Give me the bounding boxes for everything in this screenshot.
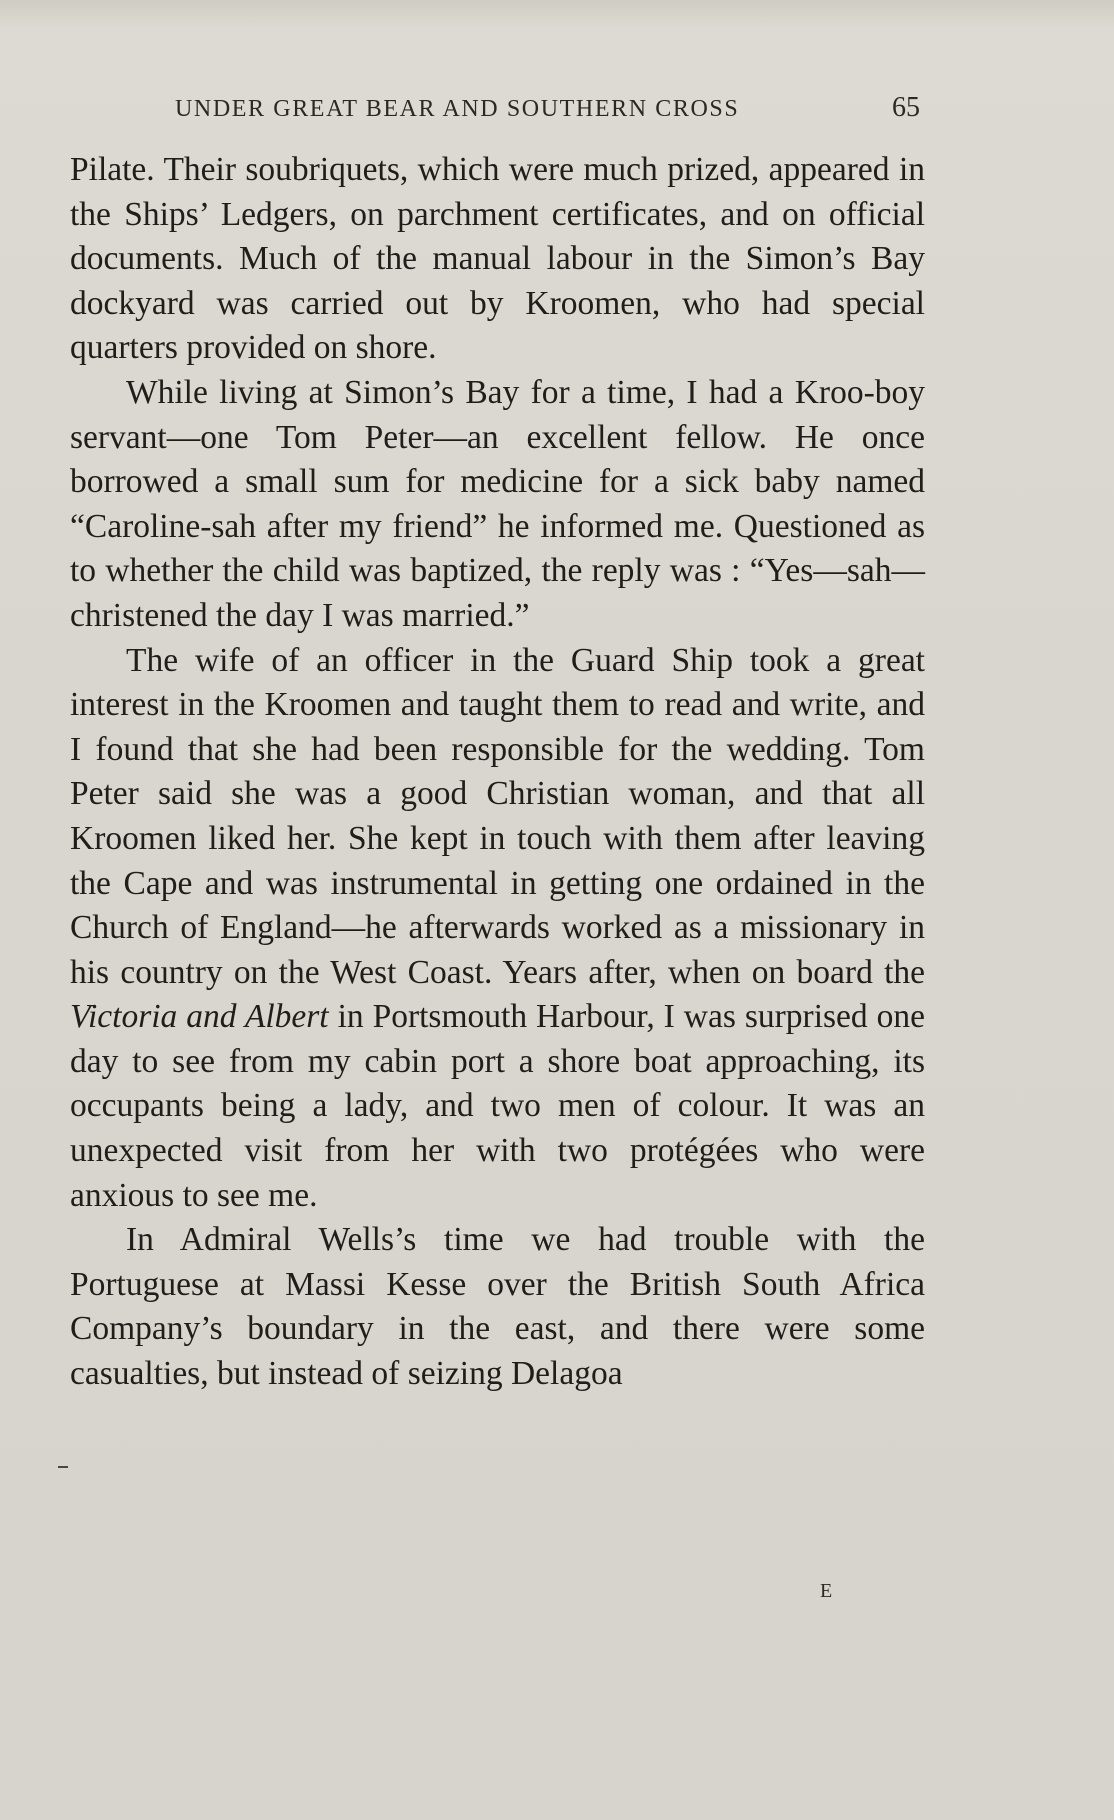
paragraph-1: Pilate. Their soubriquets, which were much prized, appeared in the Ships’ Ledgers, on parchment certificates, and on official documents. Much of the manual labour in the Simon’s Bay dockyard was carried out by Kroomen, who had special quarters provided on shore. bbox=[70, 151, 925, 367]
paragraph-3-text-end: in Portsmouth Harbour, I was surprised one day to see from my cabin port a shore boat approaching, its occupants being a lady, and two men of colour. It was an unexpected visit from her with two protégées who were anxious to see me. bbox=[70, 998, 925, 1214]
paragraph-2: While living at Simon’s Bay for a time, I had a Kroo-boy servant—one Tom Peter—an excellent fellow. He once borrowed a small sum for medicine for a sick baby named “Caroline-sah after my friend” he informed me. Questioned as to whether the child was baptized, the reply was : “Yes—sah—christened the day I was married.” bbox=[70, 373, 925, 634]
running-head: UNDER GREAT BEAR AND SOUTHERN CROSS bbox=[175, 96, 740, 122]
paragraph-3 bbox=[70, 639, 925, 1219]
page-top-edge bbox=[0, 0, 1114, 28]
paragraph-3-text-start: The wife of an officer in the Guard Ship took a great interest in the Kroomen and taught them to read and write, and I found that she had been responsible for the wedding. Tom Peter said she was a good Christian woman, and that all Kroomen liked her. She kept in touch with them after leaving the Cape and was instrumental in getting one ordained in the Church of England—he afterwards worked as a missionary in his country on the West Coast. Years after, when on board the bbox=[70, 641, 925, 991]
signature-mark: E bbox=[820, 1580, 834, 1602]
body-text bbox=[70, 148, 925, 1397]
margin-pencil-mark bbox=[58, 1466, 68, 1468]
ship-name-italic: Victoria and Albert bbox=[70, 998, 329, 1036]
paragraph-4: In Admiral Wells’s time we had trouble with the Portuguese at Massi Kesse over the British South Africa Company’s boundary in the east, and there were some casualties, but instead of seizing Delagoa bbox=[70, 1221, 925, 1393]
page-number: 65 bbox=[892, 92, 920, 123]
